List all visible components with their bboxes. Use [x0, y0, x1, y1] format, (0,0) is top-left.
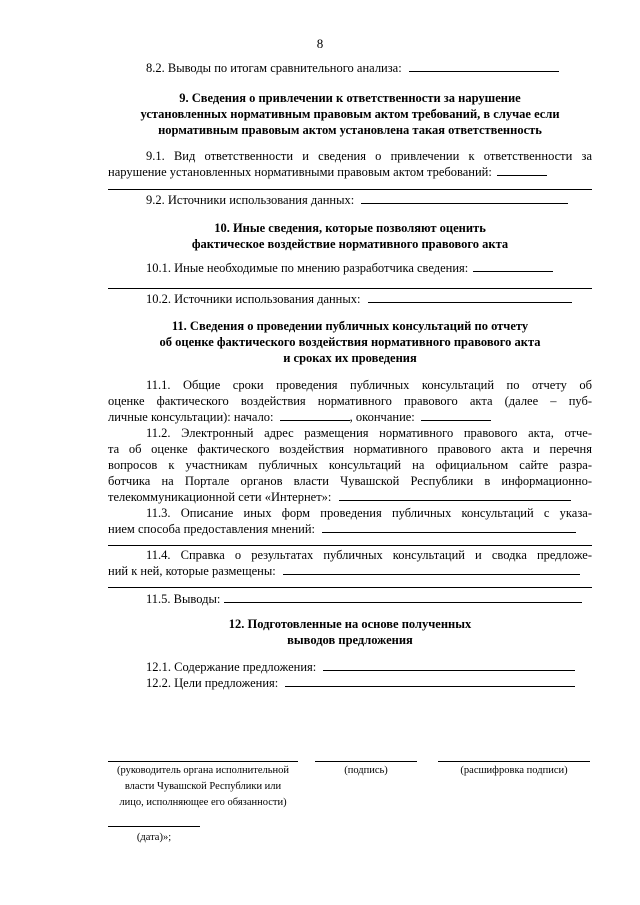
section-12-heading: 12. Подготовленные на основе полученных выводов предложения: [228, 617, 472, 647]
item-8-2: [146, 60, 592, 76]
signature-line[interactable]: [315, 761, 417, 762]
blank-field[interactable]: [339, 489, 571, 501]
item-11-2-line5: телекоммуникационной сети «Интернет»:: [108, 489, 592, 505]
item-8-2-label: 8.2. Выводы по итогам сравнительного анализа:: [146, 61, 402, 75]
page-number: 8: [316, 36, 324, 51]
item-10-2: 10.2. Источники использования данных:: [146, 291, 592, 307]
item-9-1-line1: 9.1. Вид ответственности и сведения о привлечении к ответственности за: [146, 149, 592, 163]
item-11-1-line3: личные консультации): начало: , окончание:: [108, 409, 592, 425]
head-caption: (руководитель органа исполнительной власти Чувашской Республики или лицо, исполняющее его обязанности): [117, 765, 289, 808]
item-11-1-line2: оценке фактического воздействия нормативного правового акта (далее – пуб-: [108, 394, 592, 408]
item-9-1-line2: нарушение установленных нормативными правовым актом требований:: [108, 164, 592, 180]
section-11-heading: 11. Сведения о проведении публичных консультаций по отчету об оценке фактического воздействия нормативного правового акта и сроках их проведения: [159, 319, 541, 365]
item-11-4-line1: 11.4. Справка о результатах публичных консультаций и сводка предложе-: [146, 548, 592, 562]
blank-field[interactable]: [473, 260, 553, 272]
section-9-heading: 9. Сведения о привлечении к ответственности за нарушение установленных нормативным правовым актом требований, в случае если нормативным правовым актом установлена такая ответственность: [140, 91, 560, 137]
date-line[interactable]: [108, 826, 200, 827]
blank-field[interactable]: [322, 521, 576, 533]
decode-signature-line[interactable]: [438, 761, 590, 762]
blank-line[interactable]: [108, 545, 592, 546]
blank-line[interactable]: [108, 189, 592, 190]
end-date-field[interactable]: [421, 409, 491, 421]
blank-line[interactable]: [108, 587, 592, 588]
item-11-4-line2: ний к ней, которые размещены:: [108, 563, 592, 579]
blank-field[interactable]: [224, 591, 582, 603]
sign-caption: (подпись): [344, 765, 388, 776]
item-10-1: 10.1. Иные необходимые по мнению разработчика сведения:: [146, 260, 592, 276]
item-12-1: 12.1. Содержание предложения:: [146, 659, 592, 675]
item-11-1-line1: 11.1. Общие сроки проведения публичных консультаций по отчету об: [146, 378, 592, 392]
item-11-5: 11.5. Выводы:: [146, 591, 592, 607]
item-11-2-line3: вопросов к участникам публичных консультаций на официальном сайте разра-: [108, 458, 592, 472]
item-11-2-line1: 11.2. Электронный адрес размещения нормативного правового акта, отче-: [146, 426, 592, 440]
blank-field[interactable]: [283, 563, 580, 575]
head-signature-line[interactable]: [108, 761, 298, 762]
item-11-2-line2: та об оценке фактического воздействия нормативного правового акта и перечня: [108, 442, 592, 456]
item-11-2-line4: ботчика на Портале органов власти Чувашской Республики в информационно-: [108, 474, 592, 488]
item-9-2: 9.2. Источники использования данных:: [146, 192, 592, 208]
blank-field[interactable]: [409, 60, 559, 72]
blank-field[interactable]: [368, 291, 572, 303]
blank-field[interactable]: [361, 192, 568, 204]
item-11-3-line1: 11.3. Описание иных форм проведения публичных консультаций с указа-: [146, 506, 592, 520]
blank-field[interactable]: [285, 675, 575, 687]
start-date-field[interactable]: [280, 409, 350, 421]
date-caption: (дата)»;: [136, 832, 172, 843]
item-11-3-line2: нием способа предоставления мнений:: [108, 521, 592, 537]
item-12-2: 12.2. Цели предложения:: [146, 675, 592, 691]
blank-line[interactable]: [108, 288, 592, 289]
blank-field[interactable]: [497, 164, 547, 176]
section-10-heading: 10. Иные сведения, которые позволяют оценить фактическое воздействие нормативного правового акта: [191, 221, 509, 251]
decode-caption: (расшифровка подписи): [460, 765, 568, 776]
blank-field[interactable]: [323, 659, 575, 671]
